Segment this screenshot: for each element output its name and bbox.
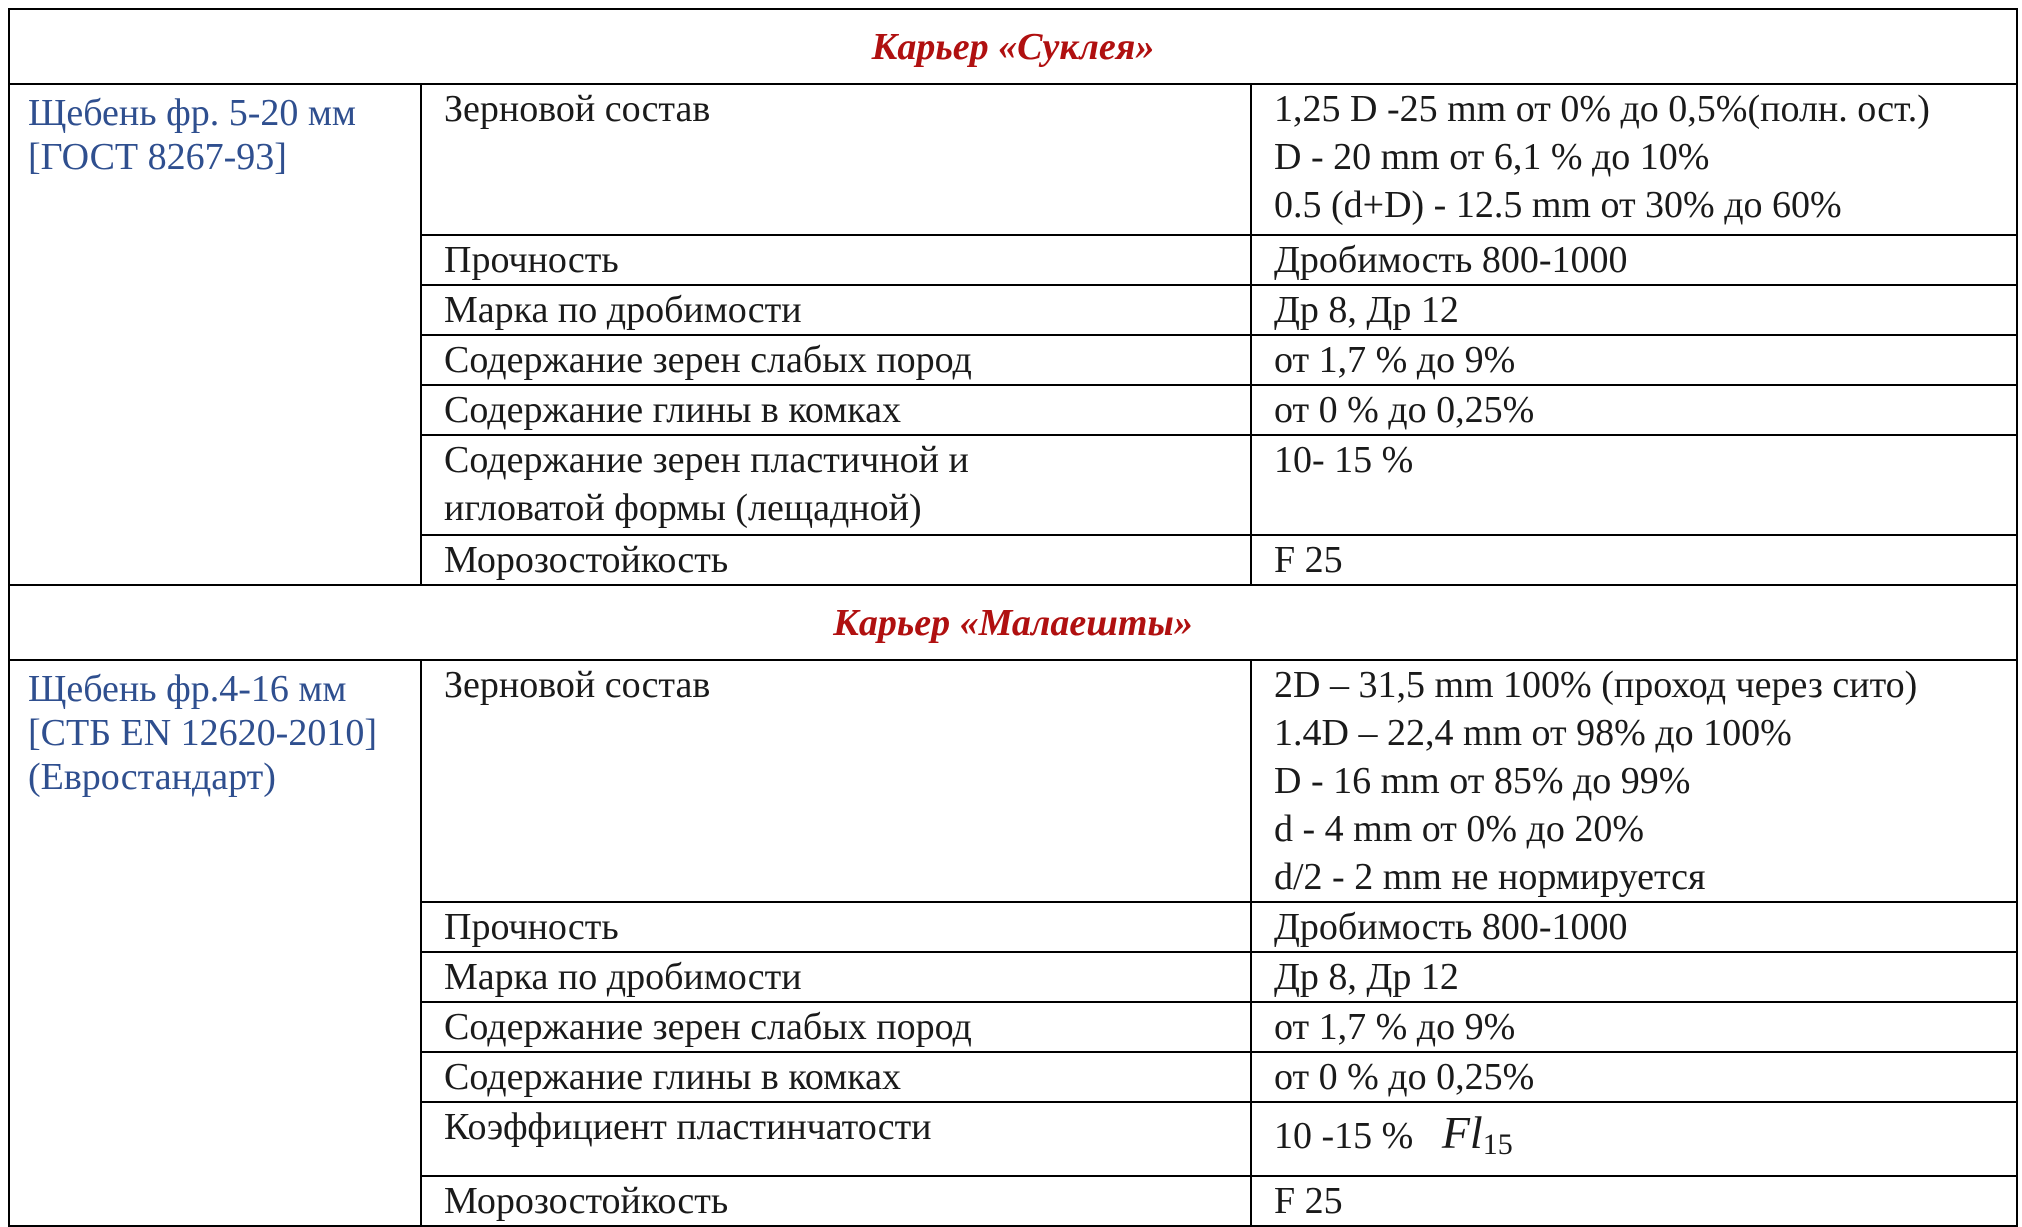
section-title: Карьер «Суклея»: [9, 9, 2017, 84]
property-cell: [421, 535, 1251, 585]
value-text: D - 16 mm от 85% до 99%: [1274, 760, 1691, 802]
product-name: Щебень фр.4-16 мм: [28, 668, 347, 710]
property-label: Содержание зерен пластичной и: [444, 439, 969, 481]
value-text: 10- 15 %: [1274, 439, 1414, 481]
value-text: Др 8, Др 12: [1274, 956, 1459, 998]
value-text: от 1,7 % до 9%: [1274, 339, 1516, 381]
property-cell: [421, 1102, 1251, 1176]
value-cell: [1251, 235, 2017, 285]
value-text: от 0 % до 0,25%: [1274, 1056, 1535, 1098]
property-cell: [421, 1052, 1251, 1102]
value-text: Дробимость 800-1000: [1274, 906, 1628, 948]
property-cell: [421, 660, 1251, 902]
value-cell: [1251, 435, 2017, 535]
value-text: 1,25 D -25 mm от 0% до 0,5%(полн. ост.): [1274, 88, 1930, 130]
property-label: Прочность: [444, 239, 619, 281]
property-cell: [421, 902, 1251, 952]
property-label: игловатой формы (лещадной): [444, 487, 922, 529]
value-cell: [1251, 385, 2017, 435]
property-cell: [421, 1002, 1251, 1052]
value-cell: [1251, 84, 2017, 235]
value-text: Др 8, Др 12: [1274, 289, 1459, 331]
specs-table: [8, 8, 2018, 1227]
section-header-row: [9, 9, 2017, 84]
value-cell: [1251, 285, 2017, 335]
section-title: Карьер «Малаешты»: [9, 585, 2017, 660]
flakiness-symbol-subscript: 15: [1482, 1128, 1513, 1161]
table-row: [9, 84, 2017, 235]
property-cell: [421, 335, 1251, 385]
value-text: от 1,7 % до 9%: [1274, 1006, 1516, 1048]
value-cell: [1251, 335, 2017, 385]
value-text: 10 -15 %: [1274, 1115, 1414, 1157]
property-label: Содержание глины в комках: [444, 1056, 901, 1098]
value-cell: [1251, 1052, 2017, 1102]
value-text: от 0 % до 0,25%: [1274, 389, 1535, 431]
table-row: [9, 660, 2017, 902]
product-cell: [9, 660, 421, 1226]
property-label: Марка по дробимости: [444, 956, 802, 998]
value-cell: [1251, 902, 2017, 952]
product-name: Щебень фр. 5-20 мм: [28, 92, 356, 134]
value-cell: [1251, 1102, 2017, 1176]
property-label: Содержание зерен слабых пород: [444, 1006, 972, 1048]
value-cell: [1251, 660, 2017, 902]
value-text: d/2 - 2 mm не нормируется: [1274, 856, 1706, 898]
value-text: 0.5 (d+D) - 12.5 mm от 30% до 60%: [1274, 184, 1842, 226]
product-note: (Евростандарт): [28, 756, 276, 798]
value-text: d - 4 mm от 0% до 20%: [1274, 808, 1645, 850]
property-cell: [421, 952, 1251, 1002]
property-label: Марка по дробимости: [444, 289, 802, 331]
property-cell: [421, 1176, 1251, 1226]
value-text: F 25: [1274, 1180, 1343, 1222]
property-label: Морозостойкость: [444, 539, 729, 581]
property-cell: [421, 435, 1251, 535]
property-label: Зерновой состав: [444, 664, 711, 706]
property-cell: [421, 285, 1251, 335]
product-cell: [9, 84, 421, 585]
property-label: Морозостойкость: [444, 1180, 729, 1222]
property-label: Прочность: [444, 906, 619, 948]
property-label: Коэффициент пластинчатости: [444, 1106, 932, 1148]
property-label: Зерновой состав: [444, 88, 711, 130]
value-text: 1.4D – 22,4 mm от 98% до 100%: [1274, 712, 1792, 754]
property-cell: [421, 235, 1251, 285]
value-cell: [1251, 535, 2017, 585]
value-text: F 25: [1274, 539, 1343, 581]
property-label: Содержание зерен слабых пород: [444, 339, 972, 381]
value-text: 2D – 31,5 mm 100% (проход через сито): [1274, 664, 1918, 706]
flakiness-symbol: Fl: [1441, 1107, 1483, 1158]
section-header-row: [9, 585, 2017, 660]
property-cell: [421, 385, 1251, 435]
property-cell: [421, 84, 1251, 235]
value-text: D - 20 mm от 6,1 % до 10%: [1274, 136, 1710, 178]
property-label: Содержание глины в комках: [444, 389, 901, 431]
value-cell: [1251, 1176, 2017, 1226]
value-cell: [1251, 1002, 2017, 1052]
product-standard: [ГОСТ 8267-93]: [28, 136, 287, 178]
value-text: Дробимость 800-1000: [1274, 239, 1628, 281]
value-cell: [1251, 952, 2017, 1002]
product-standard: [СТБ EN 12620-2010]: [28, 712, 377, 754]
